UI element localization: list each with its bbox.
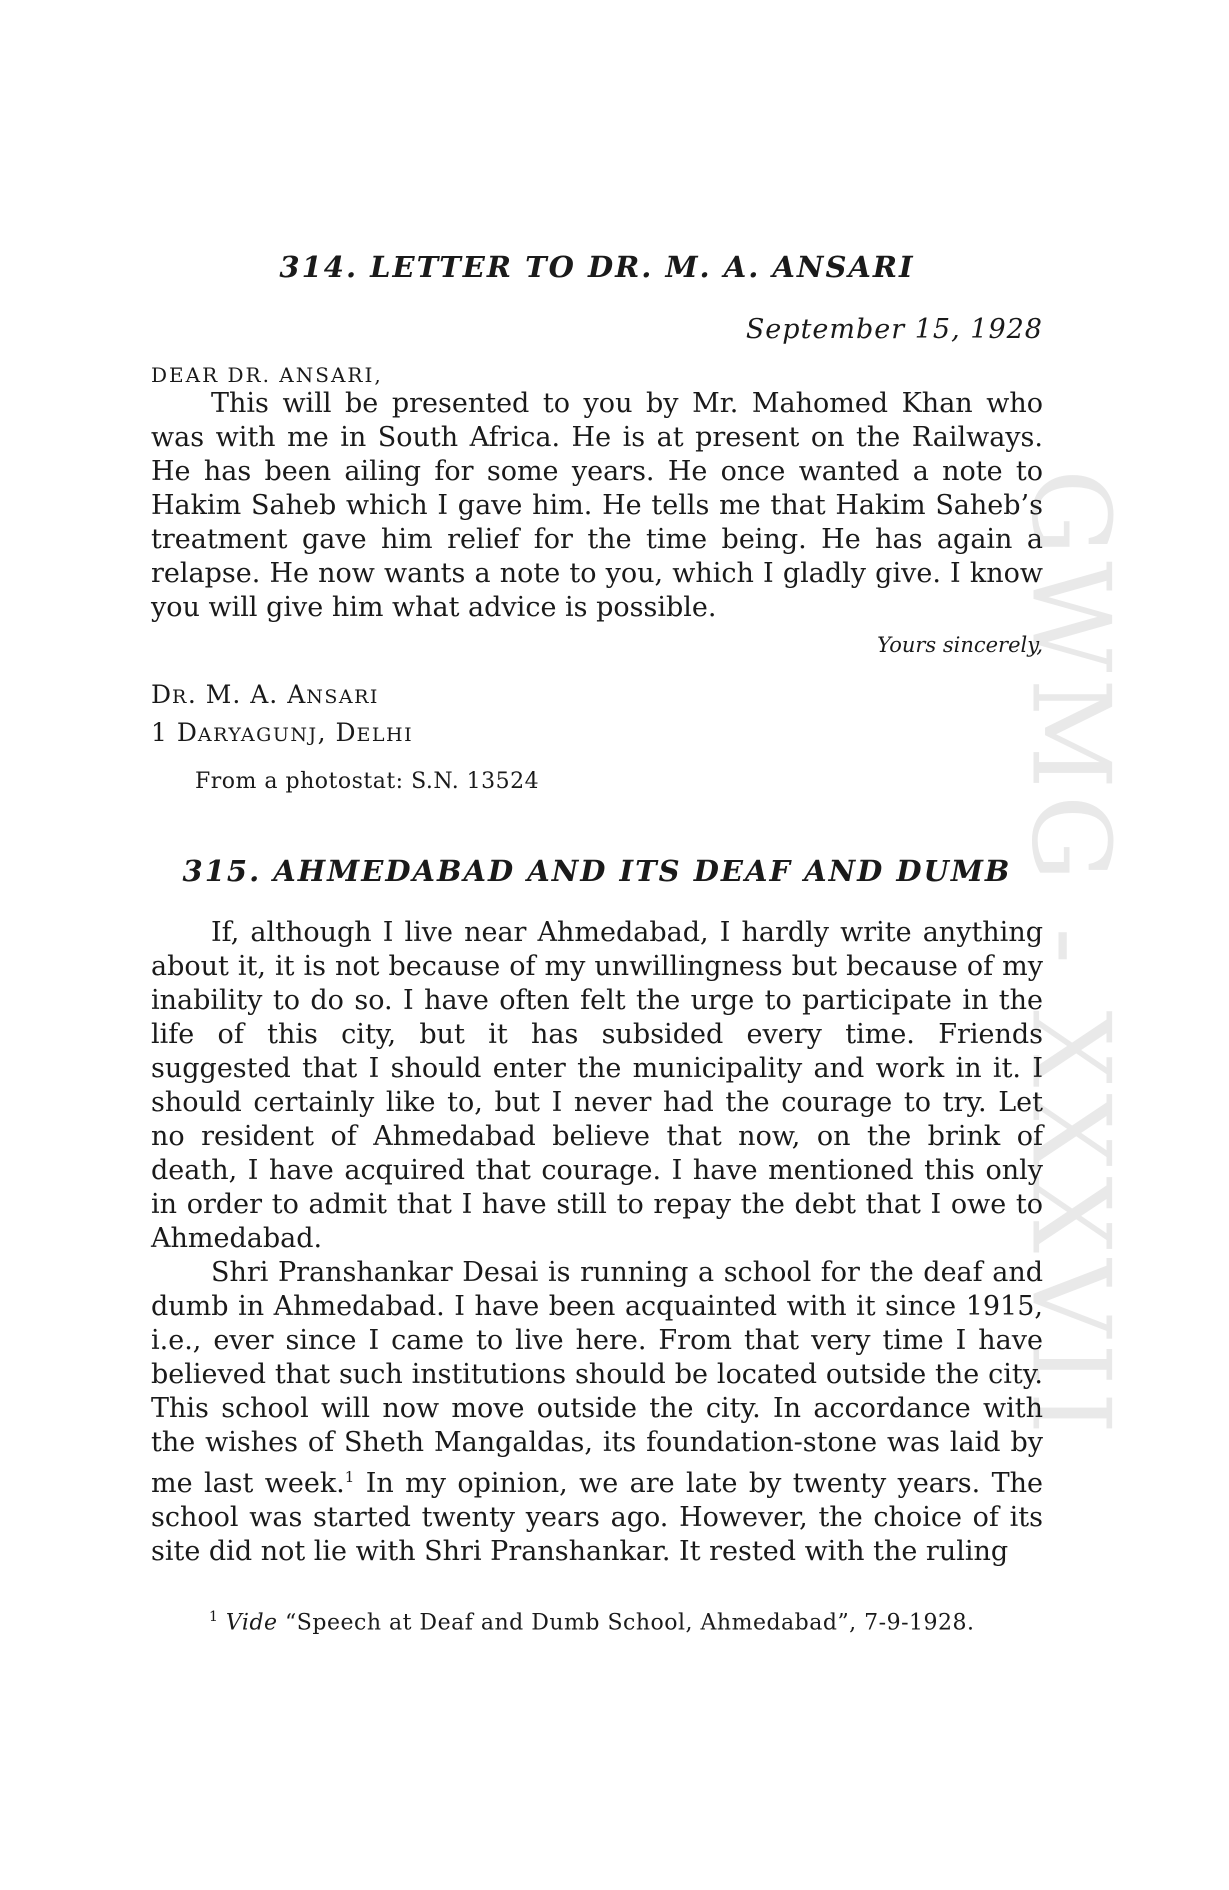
address-cap: D xyxy=(151,680,173,709)
footnote-text: “Speech at Deaf and Dumb School, Ahmedabad”, 7-9-1928. xyxy=(277,1610,975,1636)
address-line-place xyxy=(151,715,1043,753)
address-small: ARYAGUNJ xyxy=(197,724,318,746)
address-small: R xyxy=(172,686,188,708)
footnote xyxy=(151,1609,1043,1635)
paragraph-text: Shri Pranshankar Desai is running a school for the deaf and dumb in Ahmedabad. I have been acquainted with it since 1915, i.e., ever since I came to live here. From that very time I have believed that such institutions should be located outside the city. This school will now move outside the city. In accordance with the wishes of Sheth Mangaldas, its foundation-stone was laid by me last week. xyxy=(151,1257,1043,1499)
address-cap: D xyxy=(176,718,198,747)
address-small: NSARI xyxy=(306,686,379,708)
address-cap: A xyxy=(287,680,307,709)
letter-address xyxy=(151,677,1043,753)
page-content xyxy=(151,250,1043,1635)
letter-closing: Yours sincerely, xyxy=(877,633,1043,657)
address-sep: , xyxy=(317,718,336,747)
address-small: ELHI xyxy=(356,724,414,746)
letter-source: From a photostat: S.N. 13524 xyxy=(195,769,540,794)
article-heading: 315. AHMEDABAD AND ITS DEAF AND DUMB xyxy=(182,854,1012,888)
article-body xyxy=(151,916,1043,1569)
address-mid: . M. A. xyxy=(187,680,288,709)
article-paragraph xyxy=(151,1256,1043,1569)
paragraph-text: In my opinion, we are late by twenty years. The school was started twenty years ago. However, the choice of its site did not lie with Shri Pranshankar. It rested with the ruling xyxy=(151,1468,1043,1567)
address-number: 1 xyxy=(151,718,177,747)
letter-heading: 314. LETTER TO DR. M. A. ANSARI xyxy=(279,250,915,284)
footnote-vide: Vide xyxy=(225,1610,278,1636)
address-line-name xyxy=(151,677,1043,715)
footnote-mark: 1 xyxy=(209,1609,219,1625)
watermark-text: GWMG - XXXVII xyxy=(1007,469,1133,1441)
letter-date: September 15, 1928 xyxy=(745,314,1043,345)
footnote-ref: 1 xyxy=(344,1468,355,1486)
article-paragraph: If, although I live near Ahmedabad, I hardly write anything about it, it is not because of my unwillingness but because of my inability to do so. I have often felt the urge to participate in the life of this city, but it has subsided every time. Friends suggested that I should enter the municipality and work in it. I should certainly like to, but I never had the courage to try. Let no resident of Ahmedabad believe that now, on the brink of death, I have acquired that courage. I have mentioned this only in order to admit that I have still to repay the debt that I owe to Ahmedabad. xyxy=(151,917,1043,1254)
letter-salutation: DEAR DR. ANSARI, xyxy=(151,363,383,387)
letter-body: This will be presented to you by Mr. Mahomed Khan who was with me in South Africa. He is at present on the Railways. He has been ailing for some years. He once wanted a note to Hakim Saheb which I gave him. He tells me that Hakim Saheb’s treatment gave him relief for the time being. He has again a relapse. He now wants a note to you, which I gladly give. I know you will give him what advice is possible. xyxy=(151,388,1043,623)
address-cap: D xyxy=(335,718,357,747)
